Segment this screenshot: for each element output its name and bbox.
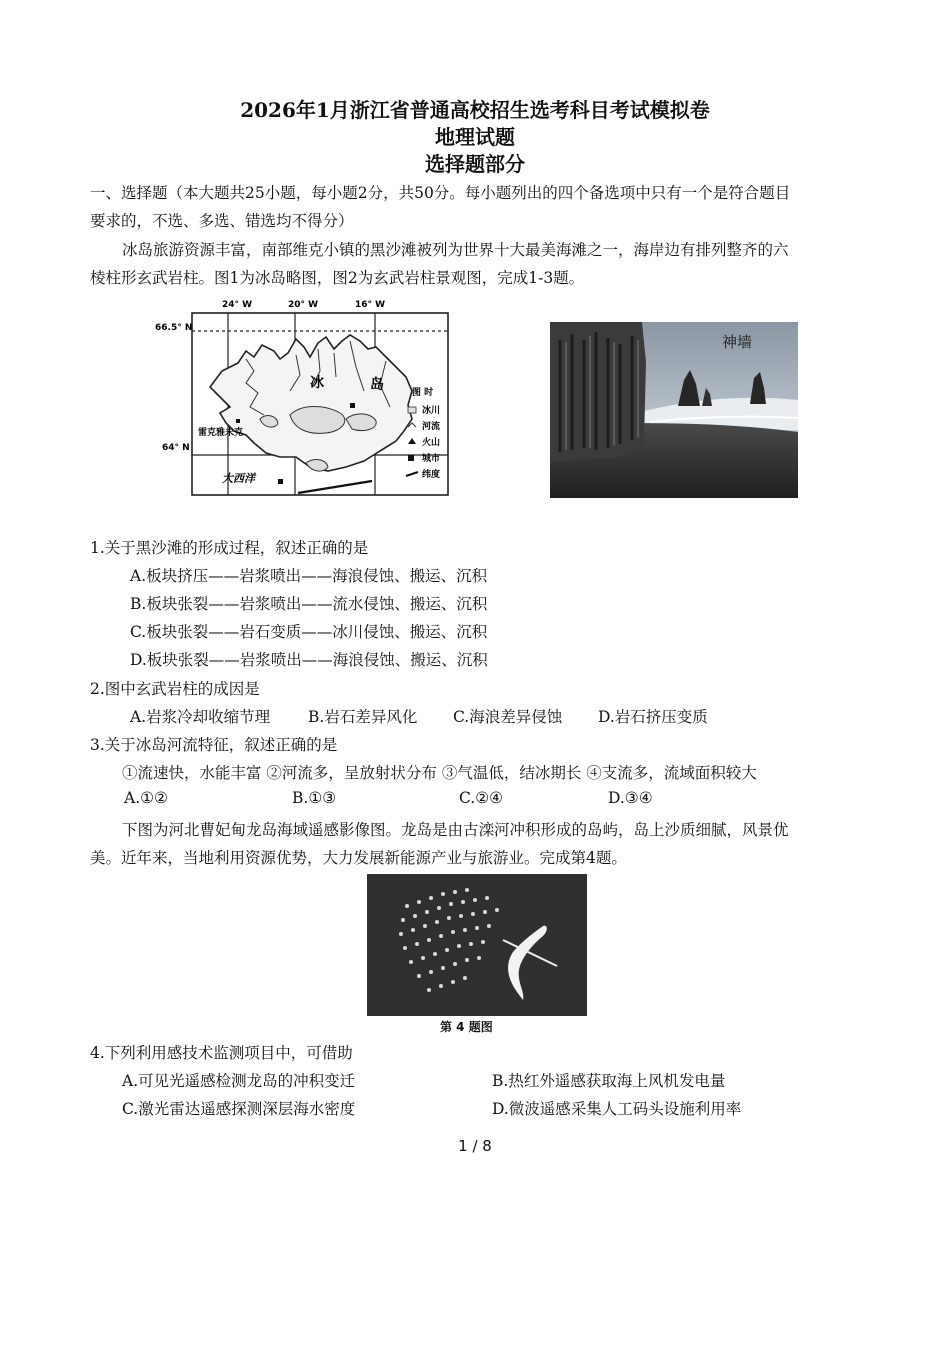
map-ocean-label: 大西洋	[222, 472, 255, 485]
question-4-option-b[interactable]: B.热红外遥感获取海上风机发电量	[492, 1072, 726, 1090]
map-lat-label: 64° N	[162, 443, 190, 453]
map-lon-label: 24° W	[222, 300, 253, 310]
legend-item: 城市	[422, 454, 441, 464]
question-3-statements: ①流速快，水能丰富 ②河流多，呈放射状分布 ③气温低，结冰期长 ④支流多，流域面积较大	[122, 764, 757, 782]
passage1-line-1: 冰岛旅游资源丰富，南部维克小镇的黑沙滩被列为世界十大最美海滩之一，海岸边有排列整齐的六	[122, 241, 789, 259]
question-3-option-d[interactable]: D.③④	[608, 789, 653, 807]
page-number: 1 / 8	[458, 1137, 492, 1155]
map-lat-label: 66.5° N	[155, 323, 193, 333]
question-3-option-b[interactable]: B.①③	[292, 789, 337, 807]
question-2-option-d[interactable]: D.岩石挤压变质	[598, 708, 708, 726]
iceland-outline	[210, 335, 412, 471]
latitude-line	[298, 481, 372, 493]
question-4-option-c[interactable]: C.激光雷达遥感探测深层海水密度	[122, 1100, 356, 1118]
city-marker	[350, 403, 355, 408]
legend-latitude-symbol	[406, 472, 418, 476]
map-island-label: 冰	[310, 375, 324, 391]
question-2-stem: 2.图中玄武岩柱的成因是	[90, 680, 260, 698]
question-1-option-b[interactable]: B.板块张裂——岩浆喷出——流水侵蚀、搬运、沉积	[130, 595, 488, 613]
question-4-stem: 4.下列利用感技术监测项目中，可借助	[90, 1044, 353, 1062]
question-1-option-d[interactable]: D.板块张裂——岩浆喷出——海浪侵蚀、搬运、沉积	[130, 651, 488, 669]
legend-item: 火山	[422, 438, 441, 448]
city-marker	[236, 419, 240, 423]
question-1-option-a[interactable]: A.板块挤压——岩浆喷出——海浪侵蚀、搬运、沉积	[130, 567, 488, 585]
legend-item: 纬度	[422, 470, 441, 480]
question-3-option-c[interactable]: C.②④	[459, 789, 504, 807]
subject-title: 地理试题	[435, 125, 515, 149]
question-3-stem: 3.关于冰岛河流特征，叙述正确的是	[90, 736, 338, 754]
passage2-line-1: 下图为河北曹妃甸龙岛海域遥感影像图。龙岛是由古滦河冲积形成的岛屿，岛上沙质细腻，风景优	[122, 821, 789, 839]
question-4-option-d[interactable]: D.微波遥感采集人工码头设施利用率	[492, 1100, 742, 1118]
section-title: 选择题部分	[425, 152, 525, 176]
iceland-map	[150, 295, 455, 505]
question-1-option-c[interactable]: C.板块张裂——岩石变质——冰川侵蚀、搬运、沉积	[130, 623, 488, 641]
legend-volcano-symbol	[408, 438, 416, 444]
question-4-option-a[interactable]: A.可见光遥感检测龙岛的冲积变迁	[122, 1072, 356, 1090]
city-marker	[278, 479, 283, 484]
legend-item: 冰川	[422, 406, 441, 416]
question-3-option-a[interactable]: A.①②	[124, 789, 168, 807]
exam-title: 2026年1月浙江省普通高校招生选考科目考试模拟卷	[240, 98, 710, 122]
photo-label: 神墙	[722, 333, 753, 351]
legend-item: 河流	[422, 422, 441, 432]
legend-glacier-symbol	[408, 407, 416, 413]
map-city-label: 雷克雅未克	[198, 428, 244, 438]
figure-4-caption: 第 4 题图	[440, 1020, 493, 1034]
map-island-label: 岛	[370, 377, 384, 393]
question-2-option-b[interactable]: B.岩石差异风化	[308, 708, 418, 726]
question-2-option-a[interactable]: A.岩浆冷却收缩节理	[130, 708, 271, 726]
basalt-column-photo	[550, 322, 798, 498]
remote-sensing-image	[367, 874, 587, 1016]
passage1-line-2: 棱柱形玄武岩柱。图1为冰岛略图，图2为玄武岩柱景观图，完成1-3题。	[90, 269, 585, 287]
legend-title: 图 时	[412, 388, 434, 398]
question-2-option-c[interactable]: C.海浪差异侵蚀	[453, 708, 563, 726]
legend-city-symbol	[408, 455, 414, 461]
instructions-line-2: 要求的，不选、多选、错选均不得分）	[90, 212, 354, 230]
map-lon-label: 20° W	[288, 300, 319, 310]
instructions-line-1: 一、选择题（本大题共25小题，每小题2分，共50分。每小题列出的四个备选项中只有一个是符合题目	[90, 184, 791, 202]
passage2-line-2: 美。近年来，当地利用资源优势，大力发展新能源产业与旅游业。完成第4题。	[90, 849, 627, 867]
question-1-stem: 1.关于黑沙滩的形成过程，叙述正确的是	[90, 539, 369, 557]
map-lon-label: 16° W	[355, 300, 386, 310]
